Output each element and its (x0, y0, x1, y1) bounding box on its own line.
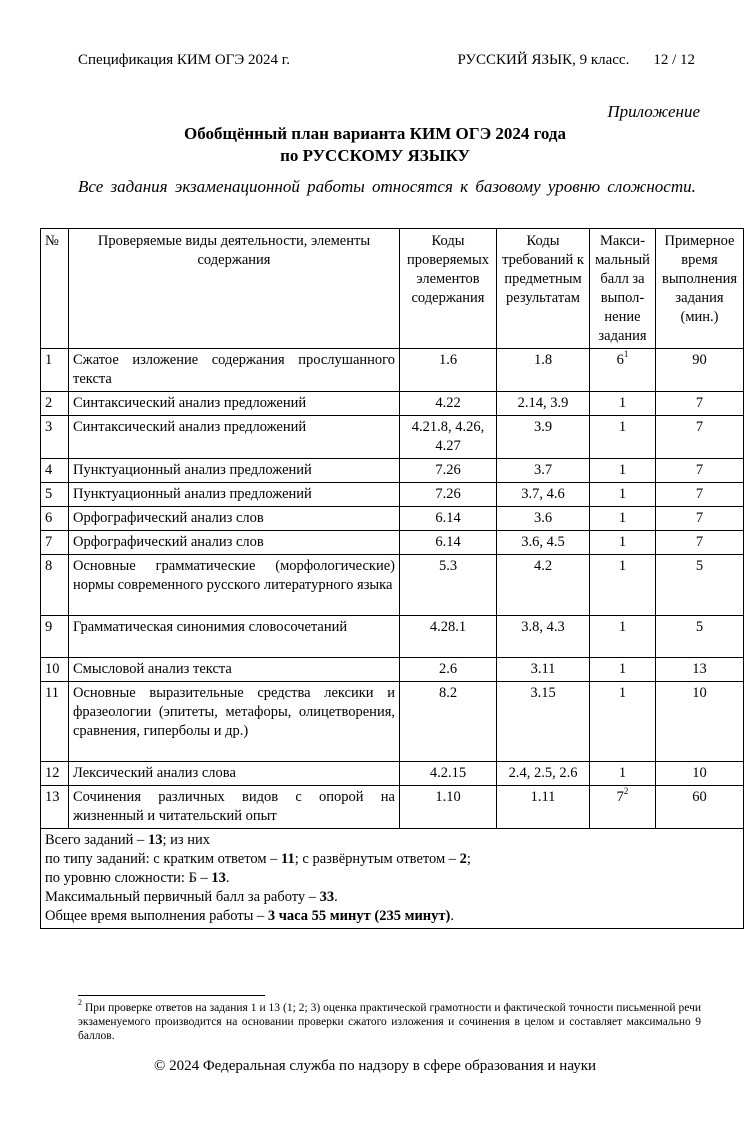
row-number: 12 (41, 762, 69, 786)
header-subject-label: РУССКИЙ ЯЗЫК, 9 класс. (457, 52, 630, 68)
row-number: 5 (41, 483, 69, 507)
table-row (41, 531, 744, 555)
header-time: Примерное время выполнения задания (мин.) (656, 229, 744, 349)
time-cell: 60 (656, 786, 744, 829)
content-codes-cell: 4.28.1 (400, 616, 497, 658)
content-codes-cell: 4.22 (400, 392, 497, 416)
intro-text: Все задания экзаменационной работы относятся к базовому уровню сложности. (78, 177, 696, 196)
content-codes-cell: 7.26 (400, 459, 497, 483)
activity-cell: Орфографический анализ слов (69, 531, 400, 555)
time-cell: 7 (656, 392, 744, 416)
time-cell: 7 (656, 531, 744, 555)
title-line-1: Обобщённый план варианта КИМ ОГЭ 2024 года (183, 124, 567, 143)
row-number: 9 (41, 616, 69, 658)
row-number: 1 (41, 349, 69, 392)
appendix-label: Приложение (607, 102, 700, 121)
time-cell: 5 (656, 555, 744, 616)
content-codes-cell: 4.2.15 (400, 762, 497, 786)
requirement-codes-cell: 3.7, 4.6 (497, 483, 590, 507)
header-requirement-codes: Коды требований к предметным результатам (497, 229, 590, 349)
activity-cell: Грамматическая синонимия словосочетаний (69, 616, 400, 658)
content-codes-cell: 6.14 (400, 531, 497, 555)
max-score-cell: 1 (590, 555, 656, 616)
footnote-divider (78, 995, 265, 996)
summary-total: Всего заданий – 13; из них (45, 832, 210, 848)
table-row (41, 786, 744, 829)
table-row (41, 682, 744, 762)
content-codes-cell: 5.3 (400, 555, 497, 616)
max-score-cell: $6^1$ (590, 349, 656, 392)
requirement-codes-cell: 2.14, 3.9 (497, 392, 590, 416)
title-line-2: по РУССКОМУ ЯЗЫКУ (280, 146, 470, 165)
content-codes-cell: 2.6 (400, 658, 497, 682)
max-score-cell: 1 (590, 459, 656, 483)
row-number: 7 (41, 531, 69, 555)
page-number: 12 / 12 (653, 52, 695, 68)
header-max-score: Максимальный балл за выполнение задания (590, 229, 656, 349)
max-score-cell: 1 (590, 416, 656, 459)
row-number: 8 (41, 555, 69, 616)
activity-cell: Пунктуационный анализ предложений (69, 459, 400, 483)
table-row (41, 507, 744, 531)
max-score-cell: 1 (590, 762, 656, 786)
time-cell: 7 (656, 483, 744, 507)
requirement-codes-cell: 3.15 (497, 682, 590, 762)
activity-cell: Орфографический анализ слов (69, 507, 400, 531)
content-codes-cell: 7.26 (400, 483, 497, 507)
max-score-cell: 1 (590, 682, 656, 762)
max-score-cell: 1 (590, 531, 656, 555)
row-number: 10 (41, 658, 69, 682)
table-row (41, 483, 744, 507)
max-score-cell: 1 (590, 392, 656, 416)
activity-cell: Сочинения различных видов с опорой на жизненный и читательский опыт (69, 786, 400, 829)
footnote-text: При проверке ответов на задания 1 и 13 (1; 2; 3) оценка практической грамотности и фактической точности письменной речи экзаменуемого производится на основании проверки сжатого изложения и сочинения в целом и составляет максимально 9 баллов. (78, 1002, 702, 1042)
content-codes-cell: 1.10 (400, 786, 497, 829)
max-score-cell: 1 (590, 658, 656, 682)
content-codes-cell: 4.21.8, 4.26, 4.27 (400, 416, 497, 459)
requirement-codes-cell: 1.11 (497, 786, 590, 829)
activity-cell: Основные выразительные средства лексики и фразеологии (эпитеты, метафоры, олицетворения, сравнения, гиперболы и др.) (69, 682, 400, 762)
activity-cell: Синтаксический анализ предложений (69, 416, 400, 459)
plan-table-body (41, 349, 744, 829)
time-cell: 90 (656, 349, 744, 392)
header-spec-title: Спецификация КИМ ОГЭ 2024 г. (78, 52, 290, 68)
time-cell: 5 (656, 616, 744, 658)
max-score-cell: 1 (590, 507, 656, 531)
activity-cell: Смысловой анализ текста (69, 658, 400, 682)
summary-row (41, 829, 744, 929)
summary-total-time: Общее время выполнения работы – 3 часа 55 минут (235 минут). (45, 908, 454, 924)
header-num: № (41, 229, 69, 349)
footnote-mark: 2 (78, 998, 82, 1008)
content-codes-cell: 1.6 (400, 349, 497, 392)
row-number: 13 (41, 786, 69, 829)
table-row (41, 392, 744, 416)
table-header-row (41, 229, 744, 349)
time-cell: 13 (656, 658, 744, 682)
footnote (78, 998, 702, 1043)
table-row (41, 349, 744, 392)
row-number: 6 (41, 507, 69, 531)
header-content-codes: Коды проверяемых элементов содержания (400, 229, 497, 349)
time-cell: 10 (656, 762, 744, 786)
summary-max-score: Максимальный первичный балл за работу – 33. (45, 889, 338, 905)
activity-cell: Лексический анализ слова (69, 762, 400, 786)
footnote-ref: 2 (623, 786, 629, 797)
table-row (41, 459, 744, 483)
activity-cell: Синтаксический анализ предложений (69, 392, 400, 416)
requirement-codes-cell: 3.11 (497, 658, 590, 682)
time-cell: 7 (656, 507, 744, 531)
max-score-cell: 1 (590, 616, 656, 658)
row-number: 2 (41, 392, 69, 416)
max-score-cell: $7^2$ (590, 786, 656, 829)
summary-by-level: по уровню сложности: Б – 13. (45, 870, 230, 886)
requirement-codes-cell: 3.8, 4.3 (497, 616, 590, 658)
requirement-codes-cell: 3.7 (497, 459, 590, 483)
activity-cell: Пунктуационный анализ предложений (69, 483, 400, 507)
activity-cell: Основные грамматические (морфологические) нормы современного русского литературного языка (69, 555, 400, 616)
requirement-codes-cell: 3.6 (497, 507, 590, 531)
table-row (41, 762, 744, 786)
header-subject (457, 52, 695, 69)
requirement-codes-cell: 2.4, 2.5, 2.6 (497, 762, 590, 786)
content-codes-cell: 6.14 (400, 507, 497, 531)
row-number: 3 (41, 416, 69, 459)
requirement-codes-cell: 3.6, 4.5 (497, 531, 590, 555)
requirement-codes-cell: 4.2 (497, 555, 590, 616)
activity-cell: Сжатое изложение содержания прослушанного текста (69, 349, 400, 392)
summary-cell (41, 829, 744, 929)
time-cell: 10 (656, 682, 744, 762)
table-row (41, 616, 744, 658)
table-row (41, 416, 744, 459)
table-row (41, 555, 744, 616)
plan-table (40, 228, 744, 929)
content-codes-cell: 8.2 (400, 682, 497, 762)
copyright: © 2024 Федеральная служба по надзору в сфере образования и науки (153, 1058, 597, 1074)
summary-by-type: по типу заданий: с кратким ответом – 11; с развёрнутым ответом – 2; (45, 851, 471, 867)
table-row (41, 658, 744, 682)
requirement-codes-cell: 1.8 (497, 349, 590, 392)
footnote-ref: 1 (623, 349, 629, 360)
time-cell: 7 (656, 416, 744, 459)
row-number: 4 (41, 459, 69, 483)
requirement-codes-cell: 3.9 (497, 416, 590, 459)
max-score-cell: 1 (590, 483, 656, 507)
header-activities: Проверяемые виды деятельности, элементы содержания (69, 229, 400, 349)
page-title (0, 123, 750, 167)
row-number: 11 (41, 682, 69, 762)
time-cell: 7 (656, 459, 744, 483)
